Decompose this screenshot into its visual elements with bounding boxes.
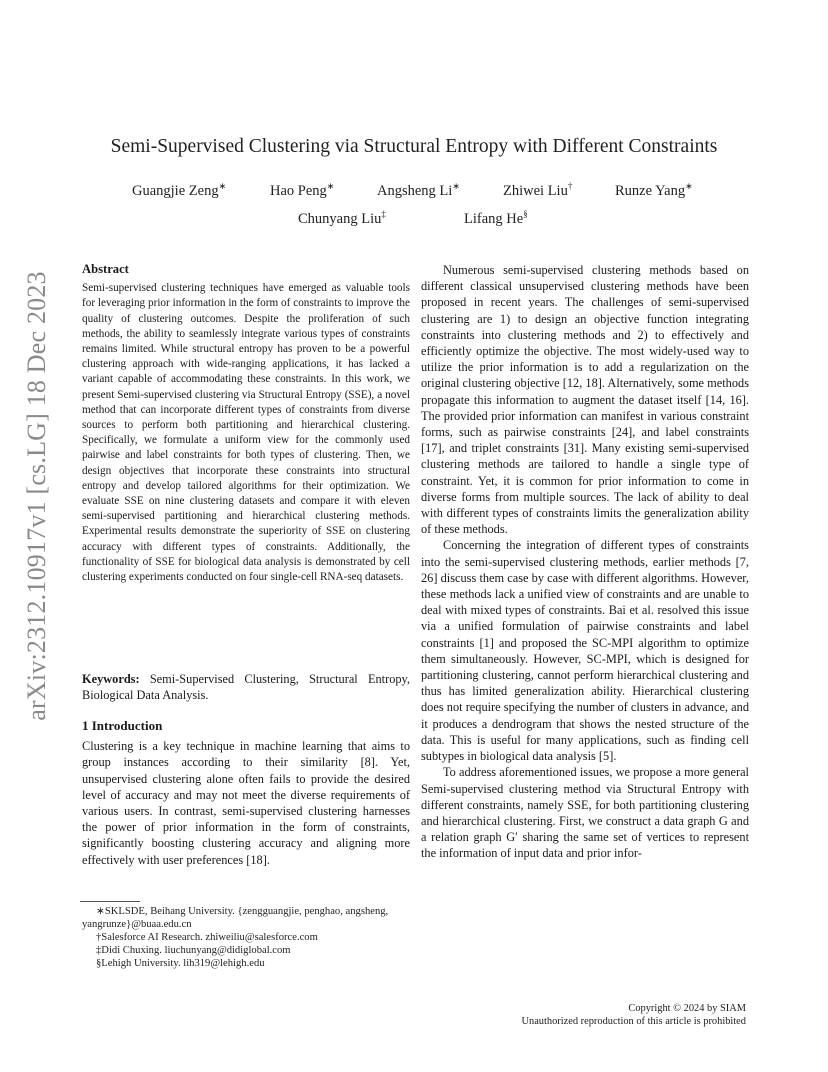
copyright-line: Copyright © 2024 by SIAM [628,1003,746,1014]
authors-row-2 [80,209,748,229]
arxiv-watermark-text: arXiv:2312.10917v1 [cs.LG] 18 Dec 2023 [22,271,51,721]
keywords-block [82,671,410,703]
footnote: ∗SKLSDE, Beihang University. {zengguangjie, penghao, angsheng, yangrunze}@buaa.edu.cn [82,906,389,930]
section-heading: 1 Introduction [82,718,163,733]
body-paragraph: Concerning the integration of different types of constraints into the semi-supervised clustering methods, earlier methods [7, 26] discuss them case by case with different algorithms. However, these methods lack a unified view of constraints and are unable to deal with mixed types of constraints. Bai et al. resolved this issue via a unified formulation of pairwise constraints and label constraints [1] and proposed the SC-MPI algorithm to optimize them simultaneously. However, SC-MPI, which is designed for partitioning clustering, cannot perform hierarchical clustering and thus has limited generalization ability. Hierarchical clustering does not require specifying the number of clusters in advance, and it produces a dendrogram that shows the nested structure of the data. This is useful for many applications, such as finding cell subtypes in biological data analysis [5]. [421,538,749,764]
keywords-text: Semi-Supervised Clustering, Structural Entropy, Biological Data Analysis. [82,672,410,703]
intro-paragraph: Clustering is a key technique in machine learning that aims to group instances according to their similarity [8]. Yet, unsupervised clustering alone often fails to provide the desired level of accuracy and may not meet the diverse requirements of various users. In contrast, semi-supervised clustering harnesses the power of prior information in the form of constraints, significantly boosting clustering accuracy and aligning more effectively with user preferences [18]. [82,739,410,867]
body-paragraph: To address aforementioned issues, we propose a more general Semi-supervised clustering method via Structural Entropy with different constraints, namely SSE, for both partitioning clustering and hierarchical clustering. First, we construct a data graph G and a relation graph G′ sharing the same set of vertices to represent the information of input data and prior infor- [421,765,749,861]
body-paragraph: Numerous semi-supervised clustering methods based on different classical unsupervised clustering methods have been proposed in recent years. The challenges of semi-supervised clustering are 1) to design an objective function integrating constraints into clustering methods and 2) to effectively and efficiently optimize the objective. The most widely-used way to utilize the prior information is to add a regularization on the original clustering objective [12, 18]. Alternatively, some methods propagate this information to augment the dataset itself [14, 16]. The provided prior information can manifest in various constraint forms, such as pairwise constraints [24], and label constraints [17], and triplet constraints [31]. Many existing semi-supervised clustering methods are tailored to handle a single type of constraint. Yet, it is common for prior information to come in diverse forms from multiple sources. The lack of ability to deal with different types of constraints limits the generalization ability of these methods. [421,263,749,537]
author: Guangjie Zeng∗ [132,181,227,199]
right-column [421,262,749,862]
left-column [82,262,410,585]
author: Angsheng Li∗ [377,181,460,199]
abstract-text: Semi-supervised clustering techniques have emerged as valuable tools for leveraging prior information in the form of constraints to improve the quality of clustering outcomes. Despite the proliferation of such methods, the ability to seamlessly integrate various types of constraints remains limited. While structural entropy has proven to be a powerful clustering approach with wide-ranging applications, it has lacked a variant capable of accommodating these constraints. In this work, we present Semi-supervised clustering via Structural Entropy (SSE), a novel method that can incorporate different types of constraints from diverse sources to perform both partitioning and hierarchical clustering. Specifically, we formulate a uniform view for the commonly used pairwise and label constraints for both types of clustering. Then, we design objectives that incorporate these constraints into structural entropy and develop tailored algorithms for their optimization. We evaluate SSE on nine clustering datasets and compare it with eleven semi-supervised partitioning and hierarchical clustering methods. Experimental results demonstrate the superiority of SSE on clustering accuracy with different types of constraints. Additionally, the functionality of SSE for biological data analysis is demonstrated by cell clustering experiments conducted on four single-cell RNA-seq datasets. [82,282,410,584]
abstract-heading: Abstract [82,262,129,276]
footnote: ‡Didi Chuxing. liuchunyang@didiglobal.com [96,945,291,956]
authors-row-1 [80,181,748,201]
author: Lifang He§ [464,209,528,227]
footnotes [82,905,410,970]
footnote-rule [80,901,140,902]
footnote: §Lehigh University. lih319@lehigh.edu [96,958,265,969]
keywords-label: Keywords: [82,672,140,686]
author: Hao Peng∗ [270,181,335,199]
author: Zhiwei Liu† [503,181,573,199]
reproduction-notice: Unauthorized reproduction of this article is prohibited [521,1015,746,1027]
introduction-section [82,718,410,868]
author: Runze Yang∗ [615,181,693,199]
paper-title: Semi-Supervised Clustering via Structural Entropy with Different Constraints [110,136,718,157]
footnote: †Salesforce AI Research. zhiweiliu@salesforce.com [96,932,318,943]
author: Chunyang Liu‡ [298,209,386,227]
copyright-notice [522,1003,747,1028]
arxiv-watermark [22,271,52,721]
